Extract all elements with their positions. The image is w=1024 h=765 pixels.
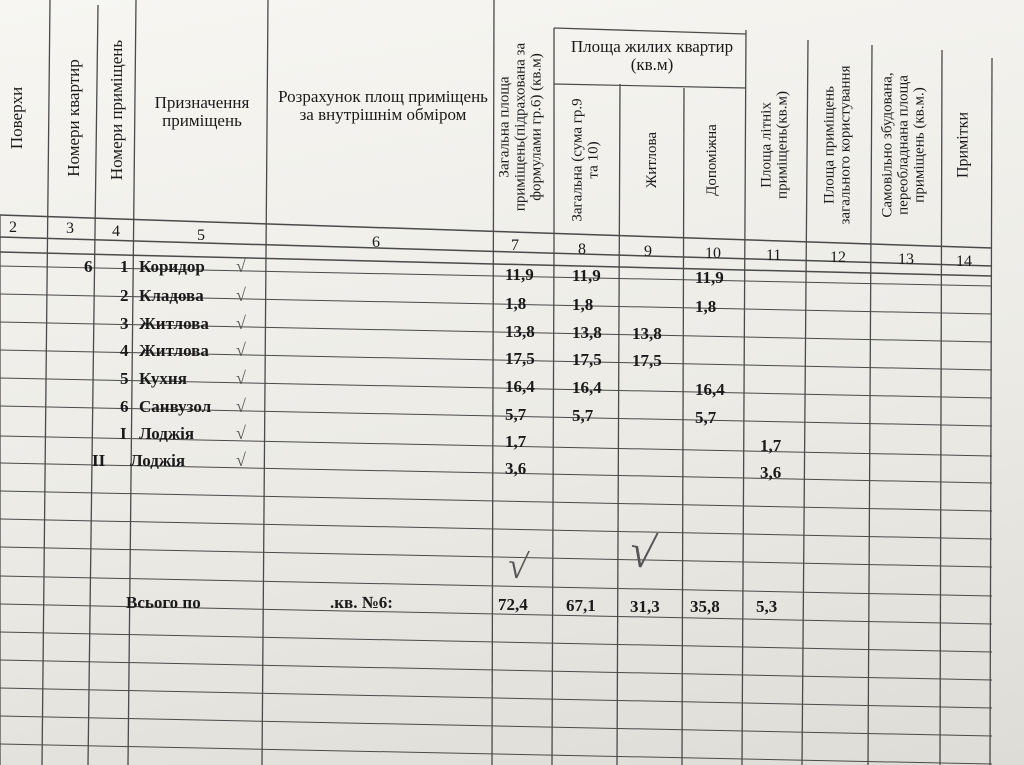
grid-line <box>0 632 992 652</box>
room-auxiliary-area: 1,8 <box>695 297 717 316</box>
grid-line <box>88 5 98 765</box>
column-number: 12 <box>830 249 846 266</box>
header-apartment-numbers: Номери квартир <box>64 59 84 177</box>
room-living-total: 13,8 <box>572 323 602 342</box>
room-number: 2 <box>120 286 129 305</box>
room-living-total: 5,7 <box>572 406 594 425</box>
totals-summer-area: 5,3 <box>756 597 778 616</box>
grid-line <box>0 660 992 680</box>
grid-line <box>802 40 808 765</box>
grid-line <box>0 547 992 567</box>
totals-living-total: 67,1 <box>566 596 596 615</box>
header-floors: Поверхи <box>7 86 27 150</box>
column-number: 5 <box>197 227 205 244</box>
column-number: 3 <box>66 220 74 237</box>
header-summer-area: Площа літніх приміщень(кв.м) <box>758 91 790 199</box>
totals-living-area: 31,3 <box>630 597 660 616</box>
room-living-total: 17,5 <box>572 350 602 369</box>
room-living-total: 11,9 <box>572 266 601 285</box>
room-number: 5 <box>120 369 129 388</box>
grid-line <box>990 58 992 765</box>
room-number: 4 <box>120 341 129 360</box>
room-name: Кухня <box>139 369 187 388</box>
room-name: Житлова <box>139 341 209 360</box>
grid-line <box>0 688 992 708</box>
room-number: I <box>120 424 127 443</box>
room-living-area: 17,5 <box>632 351 662 370</box>
room-check-mark: √ <box>236 313 246 333</box>
grid-line <box>742 30 746 765</box>
room-auxiliary-area: 16,4 <box>695 380 725 399</box>
room-total-area: 1,8 <box>505 294 527 313</box>
room-living-area: 13,8 <box>632 324 662 343</box>
grid-line <box>128 0 136 765</box>
header-living-area: Житлова <box>644 131 661 189</box>
header-living-apartments-group: Площа жилих квартир (кв.м) <box>570 37 734 74</box>
grid-line <box>0 519 992 539</box>
room-total-area: 5,7 <box>505 405 527 424</box>
header-auxiliary-area: Допоміжна <box>704 124 721 196</box>
room-total-area: 1,7 <box>505 432 527 451</box>
room-total-area: 17,5 <box>505 349 535 368</box>
grid-line <box>552 248 554 765</box>
column-number: 4 <box>112 223 120 240</box>
grid-line <box>940 50 942 765</box>
column-number: 10 <box>705 245 721 262</box>
room-name: Коридор <box>139 257 205 276</box>
grid-line <box>617 84 620 765</box>
room-check-mark: √ <box>236 450 246 470</box>
room-check-mark: √ <box>236 285 246 305</box>
room-summer-area: 3,6 <box>760 463 782 482</box>
room-total-area: 3,6 <box>505 459 527 478</box>
column-number: 13 <box>898 251 914 268</box>
column-number: 8 <box>578 241 586 258</box>
column-number: 11 <box>766 247 782 264</box>
header-common-area: Площа приміщень загального користування <box>821 65 853 225</box>
column-number: 7 <box>511 237 519 254</box>
handwritten-check-mark: √ <box>625 524 660 579</box>
room-living-total: 1,8 <box>572 295 594 314</box>
room-auxiliary-area: 5,7 <box>695 408 717 427</box>
header-room-purpose: Призначення приміщень <box>154 93 250 130</box>
room-number: 6 <box>120 397 129 416</box>
room-name: Санвузол <box>139 397 212 416</box>
handwritten-check-mark: √ <box>505 544 531 588</box>
room-name: Житлова <box>139 314 209 333</box>
totals-total-area: 72,4 <box>498 595 528 614</box>
totals-apartment: .кв. №6: <box>330 593 393 612</box>
header-total-area: Загальна площа приміщень(підрахована за формулами гр.6) (кв.м) <box>496 42 544 212</box>
room-number: II <box>92 451 106 470</box>
grid-line <box>0 491 992 511</box>
room-living-total: 16,4 <box>572 378 602 397</box>
room-check-mark: √ <box>236 256 246 276</box>
room-check-mark: √ <box>236 340 246 360</box>
column-number: 14 <box>956 253 972 270</box>
header-area-calculation: Розрахунок площ приміщень за внутрішнім обміром <box>278 87 488 124</box>
header-notes: Примітки <box>954 111 972 179</box>
grid-line <box>0 744 992 764</box>
apartment-number: 6 <box>84 257 93 276</box>
room-check-mark: √ <box>236 368 246 388</box>
header-unauthorized-area: Самовільно збудована, переобладнана площа приміщень (кв.м.) <box>879 72 927 218</box>
room-number: 1 <box>120 257 129 276</box>
header-room-numbers: Номери приміщень <box>107 39 127 181</box>
grid-line <box>0 716 992 736</box>
room-total-area: 16,4 <box>505 377 535 396</box>
totals-auxiliary-area: 35,8 <box>690 597 720 616</box>
grid-line <box>42 0 50 765</box>
grid-line <box>868 45 872 765</box>
room-check-mark: √ <box>236 396 246 416</box>
grid-line <box>554 28 746 34</box>
room-auxiliary-area: 11,9 <box>695 268 724 287</box>
totals-label: Всього по <box>126 593 201 612</box>
room-name: Лоджія <box>130 451 186 470</box>
room-total-area: 13,8 <box>505 322 535 341</box>
room-number: 3 <box>120 314 129 333</box>
grid-line <box>554 84 746 88</box>
grid-line <box>682 88 684 765</box>
column-number: 2 <box>9 219 17 236</box>
room-name: Кладова <box>139 286 204 305</box>
room-name: Лоджія <box>139 424 195 443</box>
room-check-mark: √ <box>236 423 246 443</box>
room-total-area: 11,9 <box>505 265 534 284</box>
column-number: 9 <box>644 243 652 260</box>
header-living-total: Загальна (сума гр.9 та 10) <box>569 98 601 222</box>
column-number: 6 <box>372 234 380 251</box>
room-summer-area: 1,7 <box>760 436 782 455</box>
